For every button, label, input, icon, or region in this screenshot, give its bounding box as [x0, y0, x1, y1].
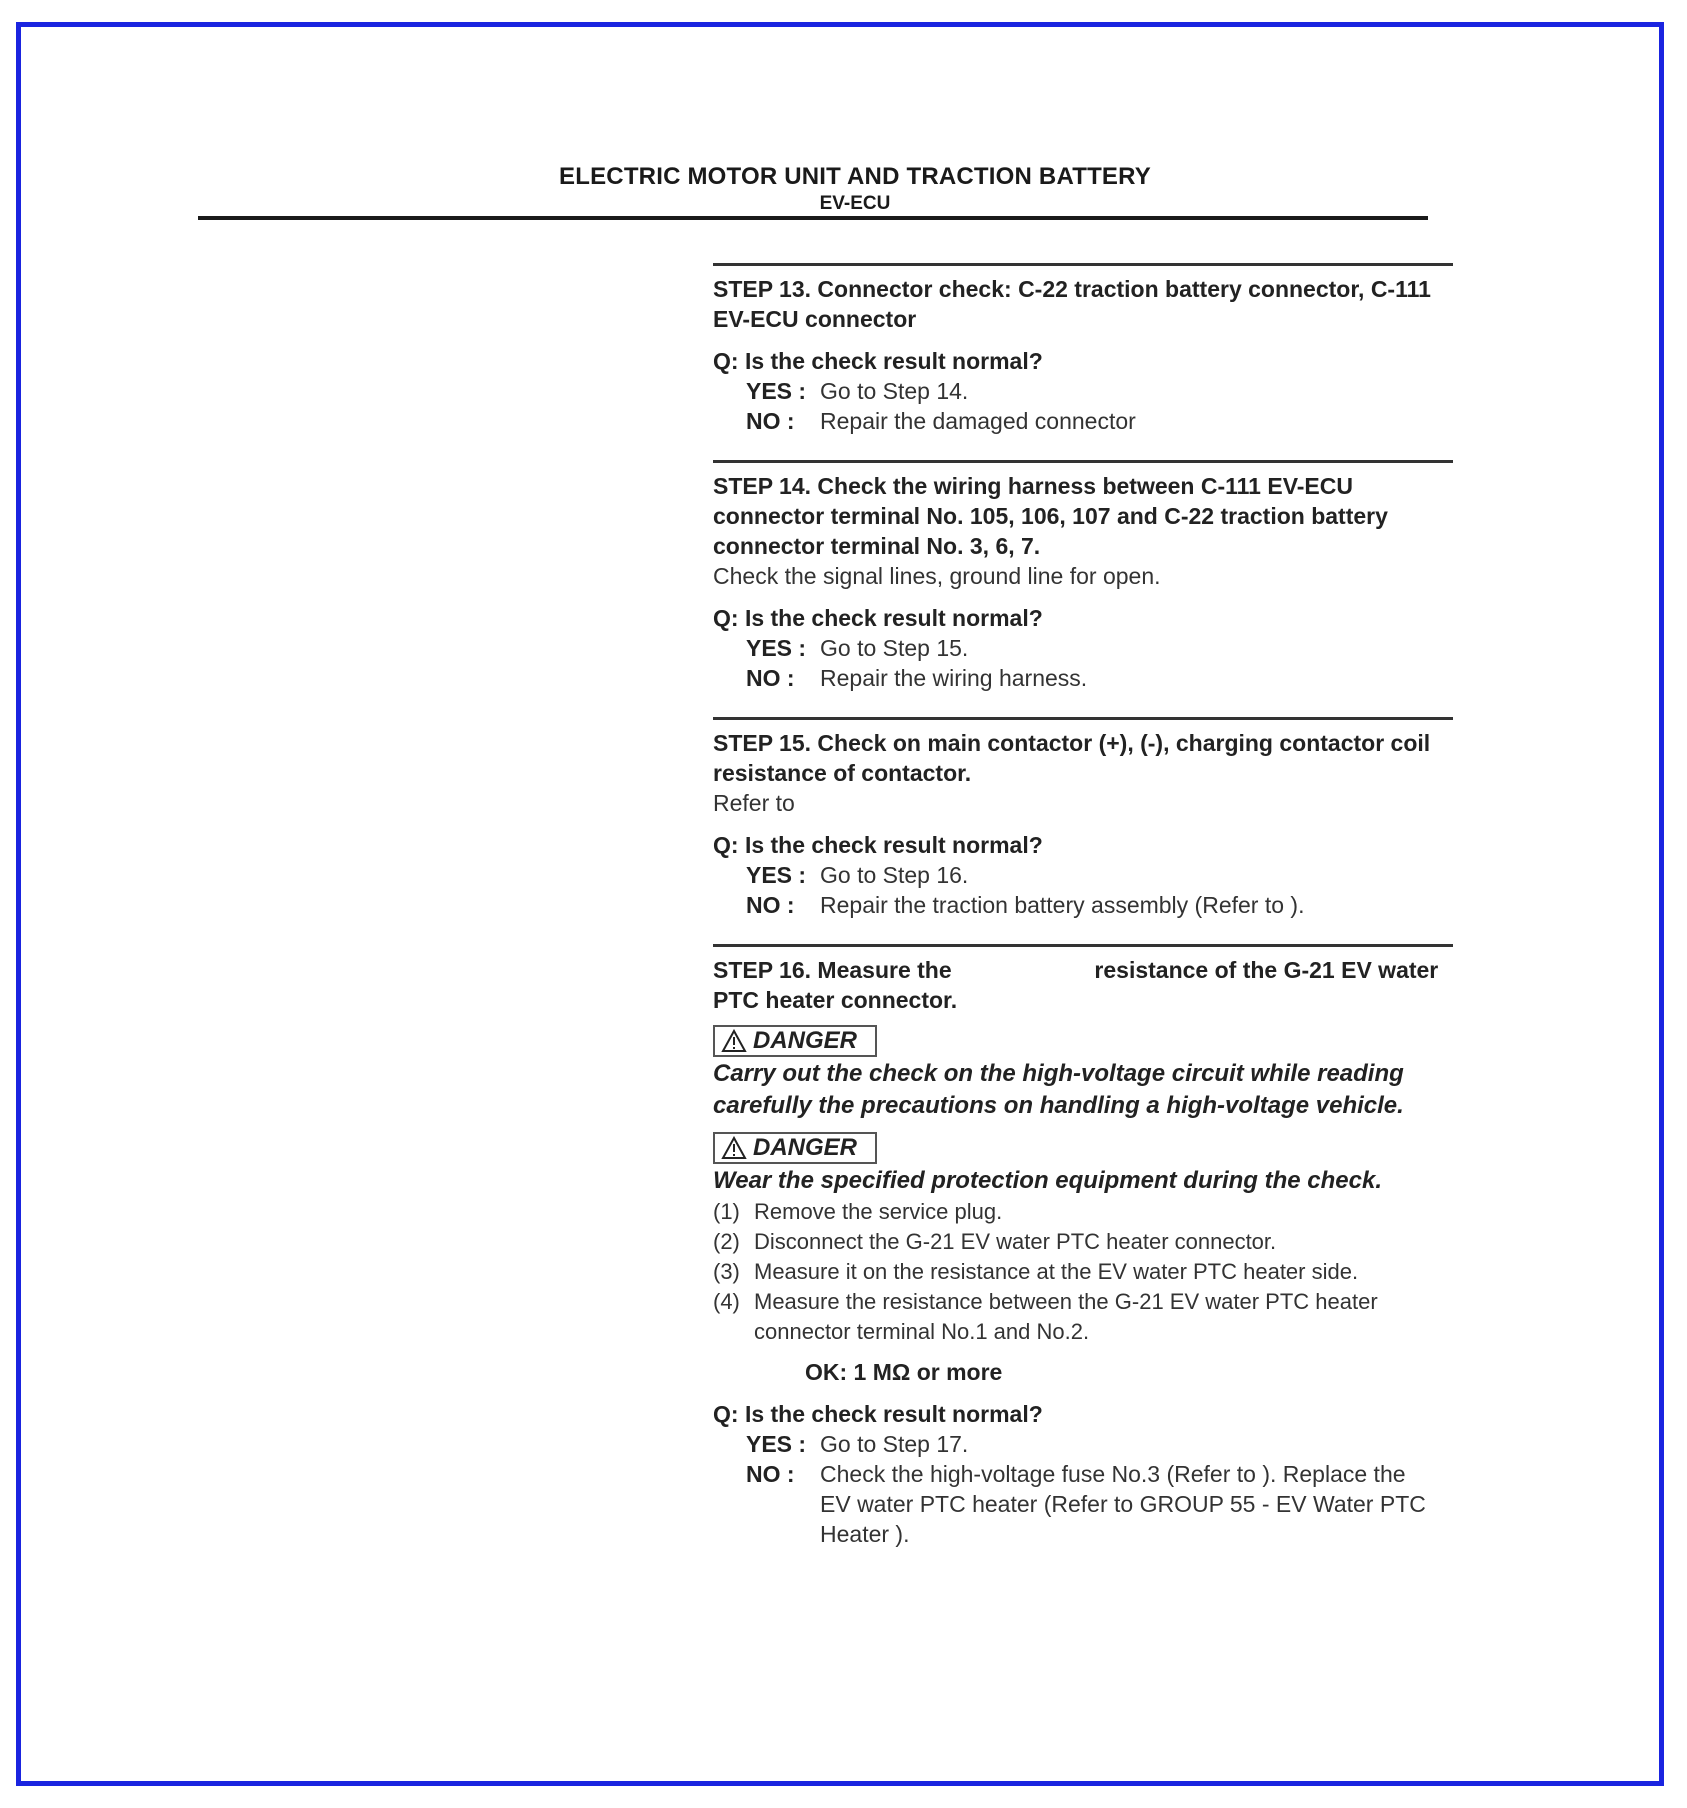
- danger-label: DANGER: [753, 1027, 858, 1054]
- yes-answer: [746, 633, 1453, 663]
- step-title: STEP 15. Check on main contactor (+), (-), charging contactor coil resistance of contactor.: [713, 730, 1431, 786]
- step-title: STEP 14. Check the wiring harness between C-111 EV-ECU connector terminal No. 105, 106, 107 and C-22 traction battery connector terminal No. 3, 6, 7.: [713, 473, 1388, 559]
- no-label: NO :: [746, 892, 795, 918]
- no-label: NO :: [746, 1461, 795, 1487]
- procedure-text: Measure it on the resistance at the EV water PTC heater side.: [754, 1259, 1359, 1284]
- procedure-item: [713, 1287, 1453, 1347]
- yes-text: Go to Step 17.: [820, 1431, 969, 1457]
- procedure-content: [713, 263, 1453, 1573]
- procedure-text: Measure the resistance between the G-21 EV water PTC heater connector terminal No.1 and No.2.: [754, 1289, 1378, 1344]
- procedure-number: (2): [713, 1229, 740, 1254]
- danger-label: DANGER: [753, 1134, 858, 1161]
- header-divider: [198, 216, 1428, 220]
- step-title-part1: STEP 16. Measure the: [713, 957, 952, 983]
- step-15: [713, 717, 1453, 920]
- yes-label: YES :: [746, 862, 807, 888]
- procedure-number: (3): [713, 1259, 740, 1284]
- procedure-item: [713, 1227, 1453, 1257]
- danger-badge: [713, 1132, 877, 1164]
- step-13: [713, 263, 1453, 436]
- no-text: Check the high-voltage fuse No.3 (Refer to ). Replace the EV water PTC heater (Refer to GROUP 55 - EV Water PTC Heater ).: [820, 1461, 1426, 1547]
- warning-triangle-icon: [721, 1029, 747, 1053]
- no-label: NO :: [746, 665, 795, 691]
- yes-answer: [746, 376, 1453, 406]
- step-title: [713, 955, 1453, 1015]
- yes-label: YES :: [746, 1431, 807, 1457]
- no-answer: [746, 406, 1453, 436]
- yes-answer: [746, 860, 1453, 890]
- no-text: Repair the wiring harness.: [820, 665, 1088, 691]
- yes-text: Go to Step 16.: [820, 862, 969, 888]
- yes-label: YES :: [746, 378, 807, 404]
- procedure-text: Disconnect the G-21 EV water PTC heater connector.: [754, 1229, 1277, 1254]
- page-title: ELECTRIC MOTOR UNIT AND TRACTION BATTERY: [559, 163, 1151, 190]
- yes-text: Go to Step 15.: [820, 635, 969, 661]
- no-text: Repair the damaged connector: [820, 408, 1136, 434]
- no-answer: [746, 890, 1453, 920]
- danger-message: Wear the specified protection equipment during the check.: [713, 1167, 1382, 1194]
- danger-badge: [713, 1025, 877, 1057]
- step-question: Q: Is the check result normal?: [713, 832, 1043, 858]
- step-description: Check the signal lines, ground line for open.: [713, 563, 1161, 589]
- step-question: Q: Is the check result normal?: [713, 348, 1043, 374]
- step-description: Refer to: [713, 790, 795, 816]
- procedure-item: [713, 1197, 1453, 1227]
- yes-answer: [746, 1429, 1453, 1459]
- yes-label: YES :: [746, 635, 807, 661]
- step-question: Q: Is the check result normal?: [713, 605, 1043, 631]
- no-label: NO :: [746, 408, 795, 434]
- procedure-number: (4): [713, 1289, 740, 1314]
- step-14: [713, 460, 1453, 693]
- step-title-part2: resistance of the G-21 EV water PTC heater connector.: [713, 957, 1439, 1013]
- no-answer: [746, 1459, 1453, 1549]
- danger-message: Carry out the check on the high-voltage circuit while reading carefully the precautions on handling a high-voltage vehicle.: [713, 1060, 1404, 1119]
- warning-triangle-icon: [721, 1136, 747, 1160]
- procedure-text: Remove the service plug.: [754, 1199, 1003, 1224]
- page-subtitle: EV-ECU: [819, 193, 891, 214]
- no-answer: [746, 663, 1453, 693]
- step-question: Q: Is the check result normal?: [713, 1401, 1043, 1427]
- ok-criteria: OK: 1 MΩ or more: [805, 1359, 1003, 1385]
- step-16: [713, 944, 1453, 1549]
- procedure-item: [713, 1257, 1453, 1287]
- no-text: Repair the traction battery assembly (Refer to ).: [820, 892, 1305, 918]
- procedure-number: (1): [713, 1199, 740, 1224]
- step-title: STEP 13. Connector check: C-22 traction battery connector, C-111 EV-ECU connector: [713, 276, 1431, 332]
- yes-text: Go to Step 14.: [820, 378, 969, 404]
